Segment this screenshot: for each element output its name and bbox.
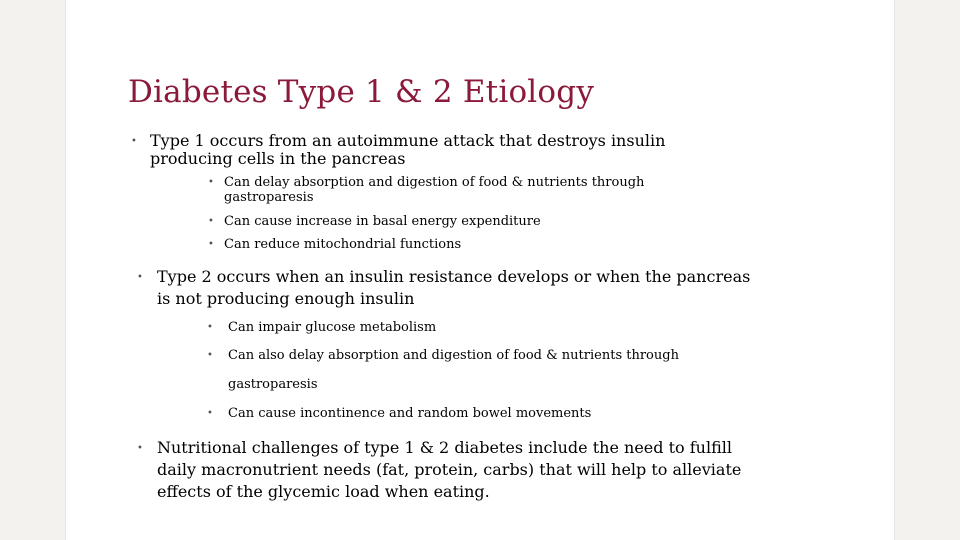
bullet-dot-icon: •: [208, 216, 214, 227]
bullet-dot-icon: •: [131, 136, 137, 147]
bullet-2-sub-2-line-1: Can also delay absorption and digestion of food & nutrients through: [228, 348, 679, 363]
bullet-1-sub-3: Can reduce mitochondrial functions: [224, 237, 462, 252]
bullet-dot-icon: •: [208, 177, 214, 188]
bullet-1-line-1: Type 1 occurs from an autoimmune attack that destroys insulin: [150, 131, 666, 150]
bullet-dot-icon: •: [137, 272, 143, 283]
bullet-2-sub-1: Can impair glucose metabolism: [228, 320, 437, 335]
bullet-2-sub-3: Can cause incontinence and random bowel movements: [228, 406, 592, 421]
bullet-2-sub-2-line-2: gastroparesis: [228, 377, 318, 392]
bullet-dot-icon: •: [207, 408, 213, 419]
bullet-dot-icon: •: [207, 322, 213, 333]
bullet-2-line-1: Type 2 occurs when an insulin resistance develops or when the pancreas: [157, 267, 751, 286]
bullet-1-sub-1-line-1: Can delay absorption and digestion of food & nutrients through: [224, 175, 645, 190]
bullet-2-line-2: is not producing enough insulin: [157, 289, 415, 308]
bullet-1-sub-1-line-2: gastroparesis: [224, 190, 314, 205]
bullet-1-sub-2: Can cause increase in basal energy expenditure: [224, 214, 541, 229]
bullet-dot-icon: •: [208, 239, 214, 250]
bullet-dot-icon: •: [207, 350, 213, 361]
bullet-dot-icon: •: [137, 443, 143, 454]
bullet-1-line-2: producing cells in the pancreas: [150, 149, 406, 168]
slide-title: Diabetes Type 1 & 2 Etiology: [128, 74, 595, 110]
bullet-3-line-2: daily macronutrient needs (fat, protein, carbs) that will help to alleviate: [157, 460, 742, 479]
bullet-3-line-1: Nutritional challenges of type 1 & 2 diabetes include the need to fulfill: [157, 438, 732, 457]
bullet-3-line-3: effects of the glycemic load when eating.: [157, 482, 490, 501]
